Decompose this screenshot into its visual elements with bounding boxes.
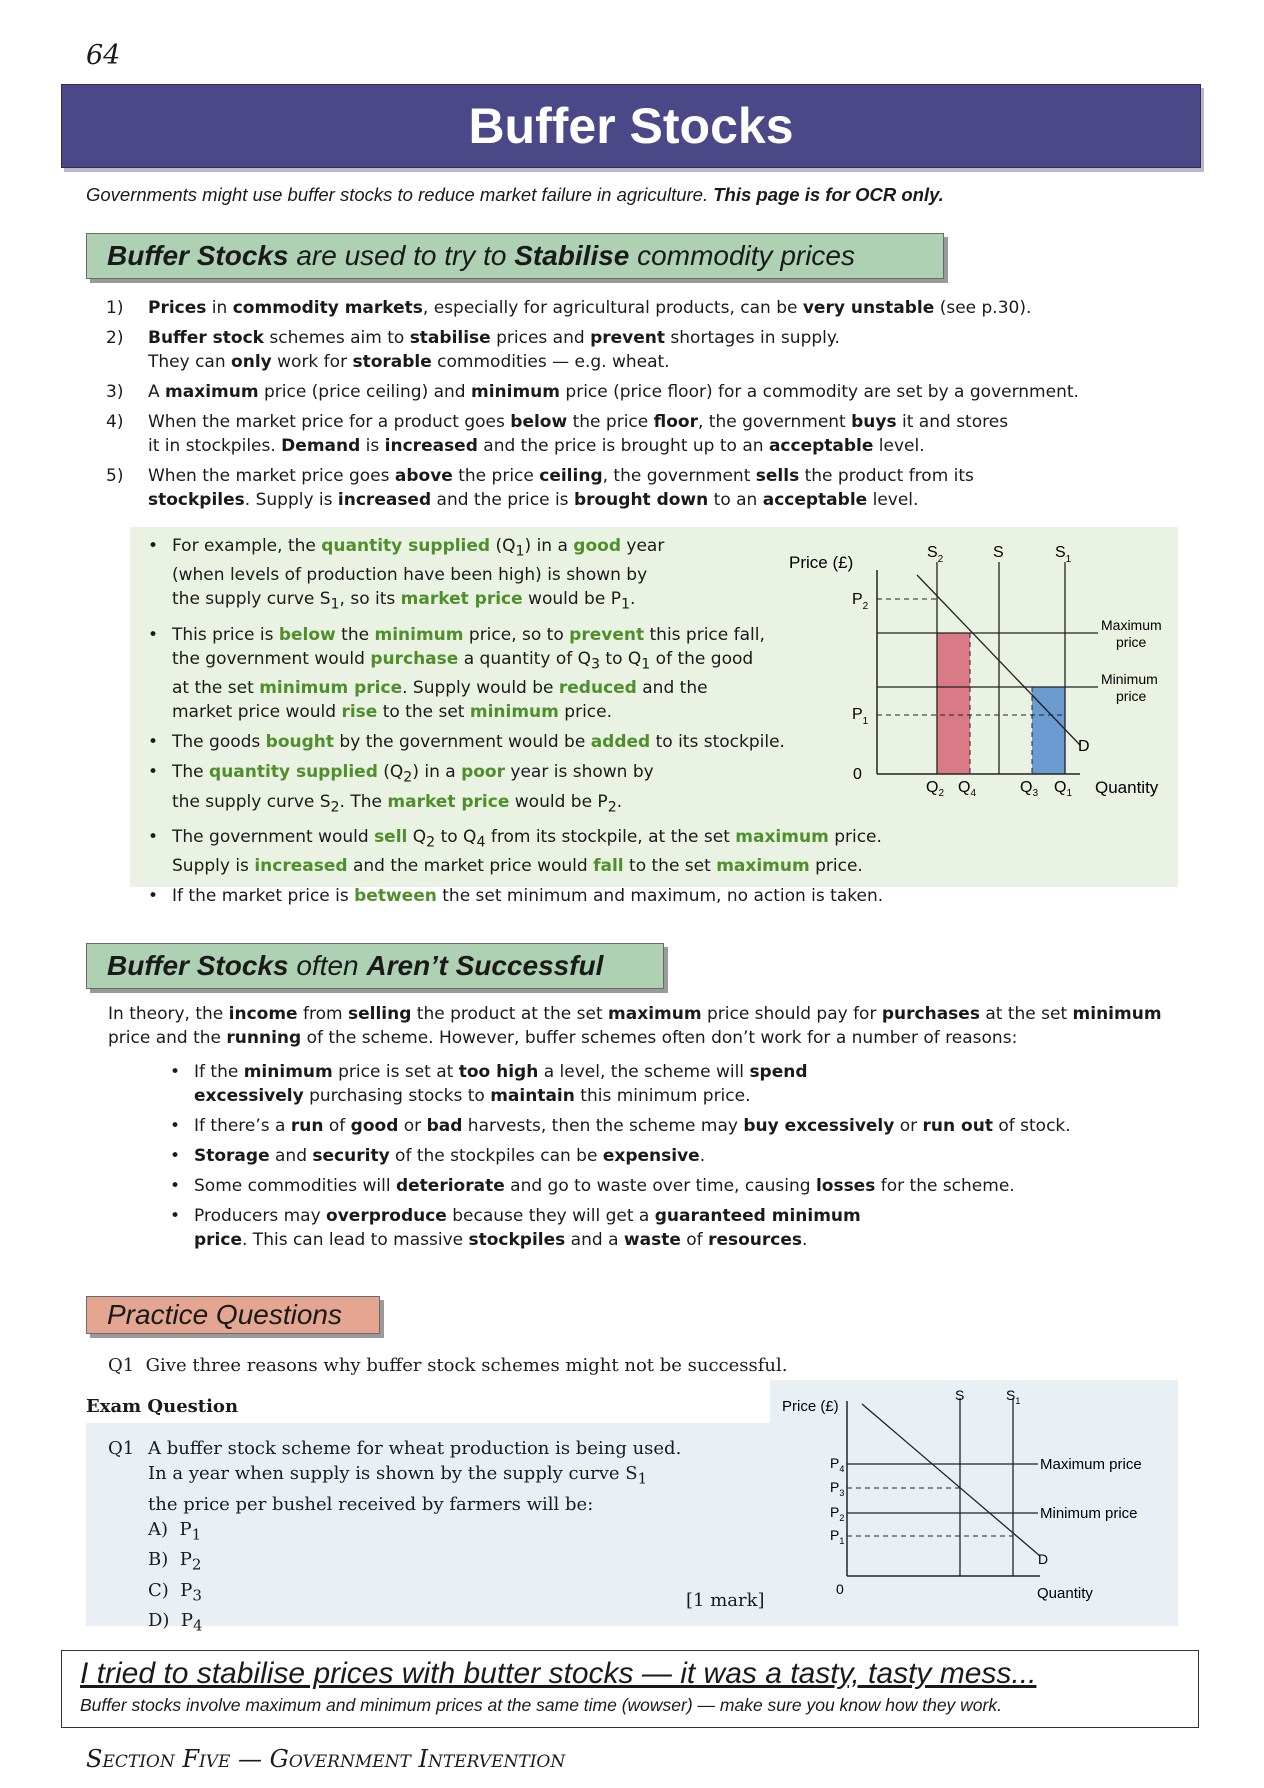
reason-item: • If the minimum price is set at too high a level, the scheme will spend excessively purchasing stocks to maintain this minimum price. bbox=[170, 1062, 808, 1106]
intro-line bbox=[86, 184, 944, 206]
s2-label: $S_2$ bbox=[927, 544, 944, 565]
exam-question-label: Exam Question bbox=[86, 1396, 239, 1417]
exam-line-2: In a year when supply is shown by the supply curve $S_1$ bbox=[148, 1463, 648, 1488]
page-title: Buffer Stocks bbox=[468, 98, 794, 154]
reason-item: • Producers may overproduce because they will get a guaranteed minimum price. This can lead to massive stockpiles and a waste of resources. bbox=[170, 1206, 861, 1250]
point-number: 2) bbox=[106, 328, 124, 348]
reason-item: • Some commodities will deteriorate and go to waste over time, causing losses for the scheme. bbox=[170, 1176, 1015, 1196]
example-bullet: • The government would sell $Q_2$ to $Q_4$ from its stockpile, at the set maximum price. Supply is increased and the market price would fall to the set maximum price. bbox=[148, 826, 882, 877]
example-bullet: • The quantity supplied $(Q_2)$ in a poor year is shown by the supply curve $S_2$. The market price would be $P_2$. bbox=[148, 762, 654, 815]
y-axis-label: Price (£) bbox=[789, 553, 854, 572]
exam-line-1: A buffer stock scheme for wheat production is being used. bbox=[148, 1438, 682, 1459]
origin-label: 0 bbox=[853, 766, 862, 783]
maximum-label-1: Maximum bbox=[1101, 617, 1162, 633]
point-5: 5) When the market price goes above the price ceiling, the government sells the product from its stockpiles. Supply is increased and the price is brought down to an acceptable level. bbox=[106, 466, 974, 510]
question-number: Q1 bbox=[108, 1355, 135, 1376]
title-bar bbox=[61, 84, 1201, 168]
example-bullet: • This price is below the minimum price, so to prevent this price fall, the government would purchase a quantity of $Q_3$ to $Q_1$ of the good at the set minimum price. Supply would be reduced and the market price would rise to the set minimum price. bbox=[148, 624, 765, 723]
answer-option-b[interactable]: B) $P_2$ bbox=[148, 1549, 202, 1574]
point-number: 5) bbox=[106, 466, 124, 486]
answer-option-a[interactable]: A) $P_1$ bbox=[148, 1518, 202, 1544]
section-heading-stabilise bbox=[86, 233, 944, 279]
s-label: S bbox=[955, 1387, 965, 1403]
point-4: 4) When the market price for a product goes below the price floor, the government buys it and stores it in stockpiles. Demand is increased and the price is brought up to an acceptable level. bbox=[106, 412, 1009, 456]
p1-label: $P_1$ bbox=[852, 706, 869, 727]
practice-q1 bbox=[108, 1354, 787, 1378]
practice-questions-heading: Practice Questions bbox=[86, 1296, 380, 1334]
point-number: 1) bbox=[106, 298, 124, 318]
question-text: Give three reasons why buffer stock schemes might not be successful. bbox=[145, 1355, 788, 1376]
answer-option-d[interactable]: D) $P_4$ bbox=[148, 1610, 203, 1635]
s-label: S bbox=[993, 544, 1004, 561]
exam-q-line bbox=[108, 1436, 728, 1639]
summary-box bbox=[61, 1650, 1199, 1728]
page-number: 64 bbox=[86, 40, 121, 71]
heading-text-1: are used to try to bbox=[288, 240, 515, 271]
intro-text: Governments might use buffer stocks to reduce market failure in agriculture. bbox=[86, 184, 709, 205]
point-number: 4) bbox=[106, 412, 124, 432]
point-1: 1) Prices in commodity markets, especially for agricultural products, can be very unstable (see p.30). bbox=[106, 298, 1032, 318]
maximum-label-2: price bbox=[1116, 634, 1147, 650]
answer-option-c[interactable]: C) $P_3$ bbox=[148, 1579, 202, 1605]
summary-title: I tried to stabilise prices with butter stocks — it was a tasty, tasty mess... bbox=[80, 1657, 1037, 1690]
reason-item: • Storage and security of the stockpiles can be expensive. bbox=[170, 1146, 706, 1166]
origin-label: 0 bbox=[836, 1581, 844, 1597]
d-label: D bbox=[1038, 1551, 1049, 1567]
buffer-stock-diagram bbox=[780, 530, 1180, 810]
y-axis-label: Price (£) bbox=[782, 1398, 839, 1415]
exam-line-3: the price per bushel received by farmers will be: bbox=[148, 1493, 594, 1515]
x-axis-label: Quantity bbox=[1037, 1585, 1093, 1602]
point-number: 3) bbox=[106, 382, 124, 402]
x-axis-label: Quantity bbox=[1095, 778, 1159, 797]
point-3: 3) A maximum price (price ceiling) and minimum price (price floor) for a commodity are set by a government. bbox=[106, 382, 1079, 402]
heading-bold-2: Aren’t Successful bbox=[366, 950, 604, 981]
q2-label: $Q_2$ bbox=[926, 779, 945, 799]
section-heading-not-successful bbox=[86, 943, 664, 989]
q4-label: $Q_4$ bbox=[958, 779, 977, 799]
intro-bold: This page is for OCR only. bbox=[713, 184, 944, 205]
heading-bold-1: Buffer Stocks bbox=[107, 950, 289, 981]
p4-label: $P_4$ bbox=[830, 1455, 845, 1474]
theory-paragraph: In theory, the income from selling the product at the set maximum price should pay for purchases at the set minimum price and the running of the scheme. However, buffer schemes often don’t work for a number of reasons: bbox=[108, 1004, 1162, 1048]
p3-label: $P_3$ bbox=[830, 1479, 845, 1498]
heading-bold-1: Buffer Stocks bbox=[107, 240, 289, 271]
reasons-list bbox=[158, 1060, 1158, 1258]
p1-label: $P_1$ bbox=[830, 1527, 845, 1546]
s1-label: $S_1$ bbox=[1055, 544, 1072, 565]
minimum-label-2: price bbox=[1116, 688, 1147, 704]
p2-label: $P_2$ bbox=[830, 1504, 845, 1523]
q1-label: $Q_1$ bbox=[1054, 779, 1073, 799]
maximum-price-label: Maximum price bbox=[1040, 1456, 1142, 1473]
summary-text: Buffer stocks involve maximum and minimum prices at the same time (wowser) — make sure you know how they work. bbox=[80, 1695, 1002, 1715]
heading-text-1: often bbox=[288, 950, 367, 981]
exam-question bbox=[108, 1436, 728, 1639]
q3-label: $Q_3$ bbox=[1020, 779, 1039, 799]
section-label: Section Five — Government Intervention bbox=[86, 1745, 566, 1773]
minimum-label-1: Minimum bbox=[1101, 671, 1158, 687]
exam-q-number: Q1 bbox=[108, 1438, 135, 1459]
stock-sold-area bbox=[937, 633, 970, 774]
heading-bold-2: Stabilise bbox=[514, 240, 630, 271]
s1-label: $S_1$ bbox=[1006, 1387, 1021, 1406]
reason-item: • If there’s a run of good or bad harvests, then the scheme may buy excessively or run out of stock. bbox=[170, 1116, 1071, 1136]
minimum-price-label: Minimum price bbox=[1040, 1505, 1138, 1522]
marks-label: [1 mark] bbox=[686, 1590, 765, 1611]
exam-diagram bbox=[770, 1386, 1178, 1616]
heading-text-2: commodity prices bbox=[629, 240, 856, 271]
p2-label: $P_2$ bbox=[852, 591, 869, 612]
example-bullet: • For example, the quantity supplied $(Q_1)$ in a good year (when levels of production have been high) is shown by the supply curve $S_1$, so its market price would be $P_1$. bbox=[148, 536, 665, 613]
d-label: D bbox=[1078, 738, 1090, 755]
numbered-points bbox=[106, 296, 1186, 518]
example-bullet: • If the market price is between the set minimum and maximum, no action is taken. bbox=[148, 886, 884, 907]
point-2: 2) Buffer stock schemes aim to stabilise prices and prevent shortages in supply. They can only work for storable commodities — e.g. wheat. bbox=[106, 328, 840, 372]
example-bullet: • The goods bought by the government would be added to its stockpile. bbox=[148, 732, 785, 753]
